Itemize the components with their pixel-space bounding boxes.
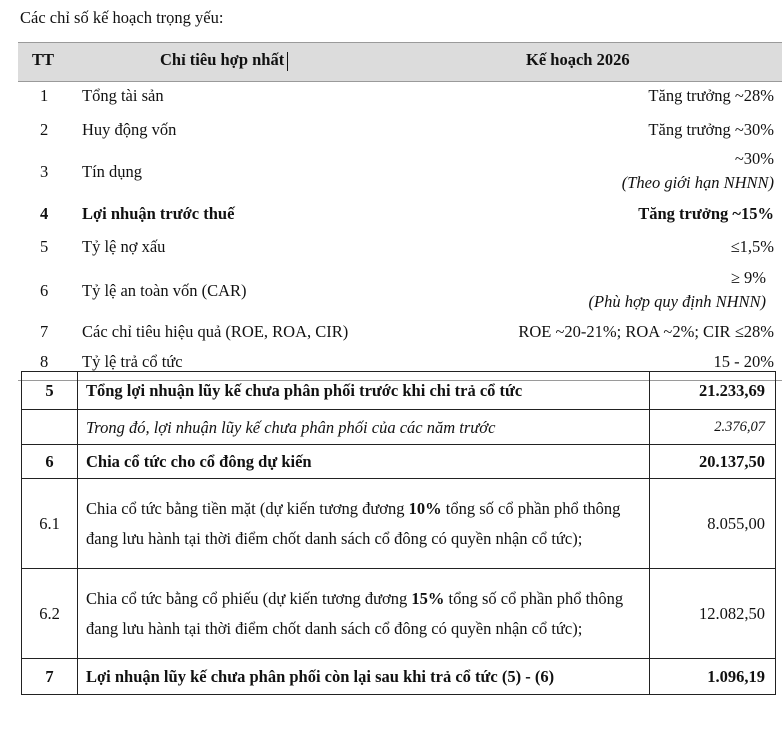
row-description — [78, 479, 650, 569]
row-description: Trong đó, lợi nhuận lũy kế chưa phân phối của các năm trước — [78, 410, 650, 445]
row-description: Chia cổ tức cho cổ đông dự kiến — [78, 445, 650, 479]
table-row — [22, 410, 776, 445]
row-plan: ROE ~20-21%; ROA ~2%; CIR ≤28% — [518, 322, 774, 341]
row-indicator: Tỷ lệ an toàn vốn (CAR) — [82, 281, 247, 300]
table-row — [22, 479, 776, 569]
row-value: 21.233,69 — [650, 372, 776, 410]
row-number: 6.1 — [22, 479, 78, 569]
intro-heading: Các chỉ số kế hoạch trọng yếu: — [20, 8, 224, 27]
table-row — [22, 372, 776, 410]
plan-table-body — [18, 82, 782, 381]
row-plan: ~30% — [734, 149, 774, 168]
row-indicator: Tỷ lệ trả cổ tức — [82, 352, 183, 371]
row-number: 5 — [22, 372, 78, 410]
row-plan: 15 - 20% — [713, 352, 774, 371]
row-description: Lợi nhuận lũy kế chưa phân phối còn lại sau khi trả cổ tức (5) - (6) — [78, 659, 650, 695]
row-number: 5 — [40, 237, 49, 256]
row-description: Tổng lợi nhuận lũy kế chưa phân phối trước khi chi trả cổ tức — [78, 372, 650, 410]
row-indicator: Lợi nhuận trước thuế — [82, 204, 235, 223]
row-number: 7 — [40, 322, 49, 341]
row-number: 4 — [40, 204, 49, 223]
row-number: 6 — [22, 445, 78, 479]
row-value: 2.376,07 — [650, 410, 776, 445]
row-description-end: tổng số cổ phần phổ thông đang lưu hành tại thời điểm chốt danh sách cổ đông có quyền nhận cổ tức); — [86, 499, 621, 548]
header-plan: Kế hoạch 2026 — [526, 50, 630, 69]
row-value: 12.082,50 — [650, 569, 776, 659]
header-indicator: Chỉ tiêu hợp nhất — [160, 50, 285, 69]
row-description — [78, 569, 650, 659]
plan-table — [18, 42, 782, 381]
row-plan: Tăng trưởng ~30% — [648, 120, 774, 139]
table-row — [22, 445, 776, 479]
row-plan: ≥ 9% — [730, 268, 766, 287]
row-description-end: tổng số cổ phần phổ thông đang lưu hành tại thời điểm chốt danh sách cổ đông có quyền nhận cổ tức); — [86, 589, 624, 638]
row-number: 7 — [22, 659, 78, 695]
row-percent: 15% — [411, 589, 445, 608]
dividend-table — [21, 371, 776, 695]
row-percent: 10% — [408, 499, 442, 518]
row-indicator: Các chỉ tiêu hiệu quả (ROE, ROA, CIR) — [82, 322, 349, 341]
row-plan: Tăng trưởng ~15% — [638, 204, 774, 223]
table-row — [22, 659, 776, 695]
row-number: 2 — [40, 120, 49, 139]
row-value: 1.096,19 — [650, 659, 776, 695]
row-plan-note: (Phù hợp quy định NHNN) — [588, 292, 766, 311]
row-value: 8.055,00 — [650, 479, 776, 569]
row-value: 20.137,50 — [650, 445, 776, 479]
row-plan-note: (Theo giới hạn NHNN) — [621, 173, 774, 192]
row-description-start: Chia cổ tức bằng cổ phiếu (dự kiến tương đương — [86, 589, 412, 608]
row-number: 6 — [40, 281, 49, 300]
row-indicator: Tỷ lệ nợ xấu — [82, 237, 166, 256]
row-number: 6.2 — [22, 569, 78, 659]
row-number — [22, 410, 78, 445]
row-number: 3 — [40, 162, 49, 181]
row-indicator: Tín dụng — [82, 162, 143, 181]
row-indicator: Huy động vốn — [82, 120, 177, 139]
row-plan: Tăng trưởng ~28% — [648, 86, 774, 105]
header-tt: TT — [32, 50, 55, 69]
row-indicator: Tổng tài sản — [82, 86, 164, 105]
row-number: 8 — [40, 352, 49, 371]
row-plan: ≤1,5% — [730, 237, 774, 256]
table-row — [22, 569, 776, 659]
plan-table-header — [18, 42, 782, 82]
row-number: 1 — [40, 86, 49, 105]
row-description-start: Chia cổ tức bằng tiền mặt (dự kiến tương đương — [86, 499, 409, 518]
